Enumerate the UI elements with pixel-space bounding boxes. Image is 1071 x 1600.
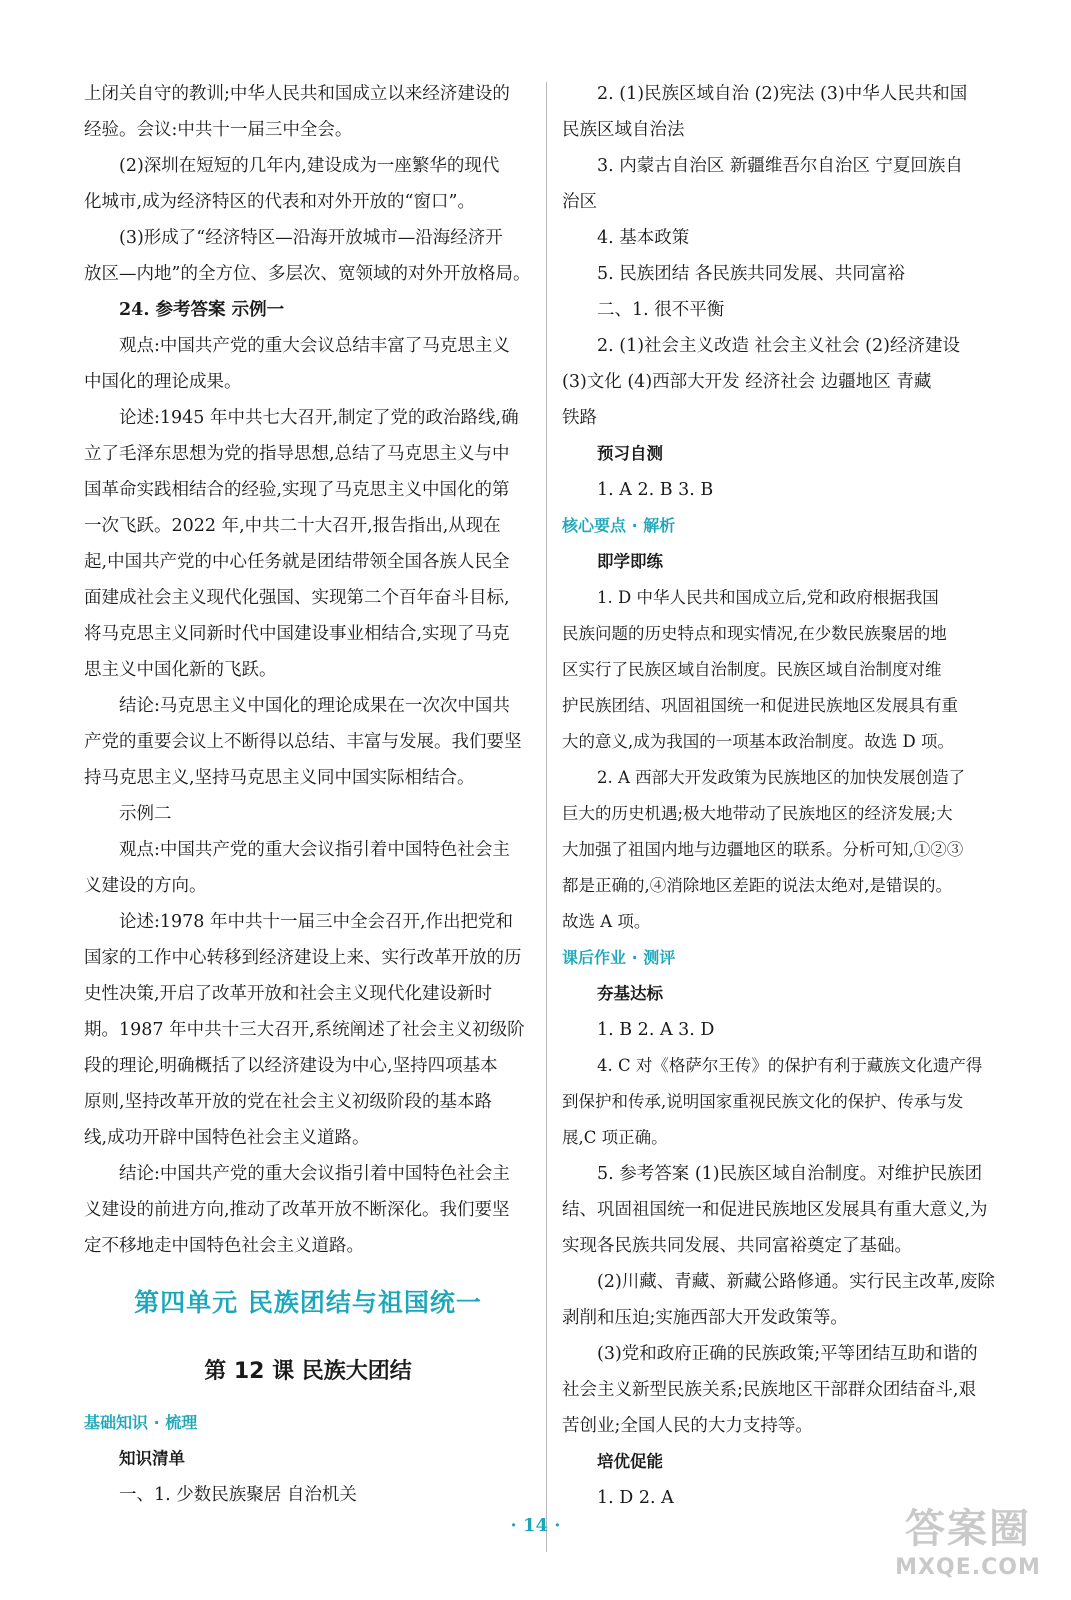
subsection-heading: 即学即练 bbox=[597, 552, 663, 571]
column-divider bbox=[546, 82, 547, 1552]
text-line: 社会主义新型民族关系;民族地区干部群众团结奋斗,艰 bbox=[562, 1380, 976, 1400]
left-column bbox=[84, 76, 532, 1264]
right-column bbox=[562, 76, 1010, 1516]
text-line: 治区 bbox=[562, 192, 597, 212]
text-line: 民族区域自治法 bbox=[562, 120, 685, 140]
text-line: 2. (1)社会主义改造 社会主义社会 (2)经济建设 bbox=[597, 336, 960, 356]
text-line: 1. A 2. B 3. B bbox=[597, 480, 714, 500]
text-line: 结、巩固祖国统一和促进民族地区发展具有重大意义,为 bbox=[562, 1200, 988, 1220]
watermark-main-text: 答案圈 bbox=[905, 1506, 1031, 1552]
text-line: 中国化的理论成果。 bbox=[84, 372, 242, 392]
text-line: 段的理论,明确概括了以经济建设为中心,坚持四项基本 bbox=[84, 1056, 498, 1076]
lesson-title: 第 12 课 民族大团结 bbox=[204, 1359, 412, 1384]
text-line: 结论:中国共产党的重大会议指引着中国特色社会主 bbox=[119, 1164, 510, 1184]
text-line: 大加强了祖国内地与边疆地区的联系。分析可知,①②③ bbox=[562, 840, 964, 859]
text-line: 义建设的方向。 bbox=[84, 876, 207, 896]
text-line: 线,成功开辟中国特色社会主义道路。 bbox=[84, 1128, 370, 1148]
text-line: 原则,坚持改革开放的党在社会主义初级阶段的基本路 bbox=[84, 1092, 493, 1112]
text-line: 区实行了民族区域自治制度。民族区域自治制度对维 bbox=[562, 660, 942, 679]
text-line: 巨大的历史机遇;极大地带动了民族地区的经济发展;大 bbox=[562, 804, 953, 823]
text-line: 国家的工作中心转移到经济建设上来、实行改革开放的历 bbox=[84, 948, 522, 968]
answer-heading-5: 5. 参考答案 (1)民族区域自治制度。对维护民族团 bbox=[597, 1164, 983, 1184]
text-line: 定不移地走中国特色社会主义道路。 bbox=[84, 1236, 364, 1256]
subsection-heading: 培优促能 bbox=[597, 1452, 663, 1471]
text-line: 立了毛泽东思想为党的指导思想,总结了马克思主义与中 bbox=[84, 444, 510, 464]
text-line: 观点:中国共产党的重大会议指引着中国特色社会主 bbox=[119, 840, 510, 860]
text-line: 论述:1978 年中共十一届三中全会召开,作出把党和 bbox=[119, 912, 514, 932]
text-line: 1. B 2. A 3. D bbox=[597, 1020, 715, 1040]
text-line: (3)形成了“经济特区—沿海开放城市—沿海经济开 bbox=[119, 228, 503, 248]
text-line: 展,C 项正确。 bbox=[562, 1128, 668, 1147]
text-line: 持马克思主义,坚持马克思主义同中国实际相结合。 bbox=[84, 768, 475, 788]
text-line: 3. 内蒙古自治区 新疆维吾尔自治区 宁夏回族自 bbox=[597, 156, 963, 176]
text-line: 都是正确的,④消除地区差距的说法太绝对,是错误的。 bbox=[562, 876, 952, 895]
text-line: 苦创业;全国人民的大力支持等。 bbox=[562, 1416, 813, 1436]
text-line: 铁路 bbox=[562, 408, 597, 428]
text-line: 剥削和压迫;实施西部大开发政策等。 bbox=[562, 1308, 848, 1328]
text-line: 2. (1)民族区域自治 (2)宪法 (3)中华人民共和国 bbox=[597, 84, 968, 104]
text-line: 化城市,成为经济特区的代表和对外开放的“窗口”。 bbox=[84, 192, 475, 212]
text-line: 观点:中国共产党的重大会议总结丰富了马克思主义 bbox=[119, 336, 510, 356]
text-line: (3)党和政府正确的民族政策;平等团结互助和谐的 bbox=[597, 1344, 978, 1364]
section-heading-core: 核心要点 · 解析 bbox=[562, 516, 676, 535]
text-line: 2. A 西部大开发政策为民族地区的加快发展创造了 bbox=[597, 768, 966, 787]
text-line: 实现各民族共同发展、共同富裕奠定了基础。 bbox=[562, 1236, 912, 1256]
section-heading-homework: 课后作业 · 测评 bbox=[562, 948, 676, 967]
text-line: (3)文化 (4)西部大开发 经济社会 边疆地区 青藏 bbox=[562, 372, 932, 392]
text-line: 护民族团结、巩固祖国统一和促进民族地区发展具有重 bbox=[562, 696, 958, 715]
text-line: 国革命实践相结合的经验,实现了马克思主义中国化的第 bbox=[84, 480, 510, 500]
unit-title: 第四单元 民族团结与祖国统一 bbox=[134, 1288, 482, 1317]
text-line: 1. D 2. A bbox=[597, 1488, 674, 1508]
text-line: 思主义中国化新的飞跃。 bbox=[84, 660, 277, 680]
text-line: 大的意义,成为我国的一项基本政治制度。故选 D 项。 bbox=[562, 732, 954, 751]
text-line: 经验。会议:中共十一届三中全会。 bbox=[84, 120, 353, 140]
subsection-heading: 知识清单 bbox=[119, 1449, 185, 1468]
text-line: 期。1987 年中共十三大召开,系统阐述了社会主义初级阶 bbox=[84, 1020, 525, 1040]
section-heading-basic: 基础知识 · 梳理 bbox=[84, 1413, 198, 1432]
text-line: 到保护和传承,说明国家重视民族文化的保护、传承与发 bbox=[562, 1092, 964, 1111]
text-line: 二、1. 很不平衡 bbox=[597, 300, 725, 320]
text-line: 论述:1945 年中共七大召开,制定了党的政治路线,确 bbox=[119, 408, 519, 428]
text-line: (2)川藏、青藏、新藏公路修通。实行民主改革,废除 bbox=[597, 1272, 995, 1292]
text-line: 一次飞跃。2022 年,中共二十大召开,报告指出,从现在 bbox=[84, 516, 501, 536]
text-line: 民族问题的历史特点和现实情况,在少数民族聚居的地 bbox=[562, 624, 947, 643]
text-line: 史性决策,开启了改革开放和社会主义现代化建设新时 bbox=[84, 984, 493, 1004]
text-line: 将马克思主义同新时代中国建设事业相结合,实现了马克 bbox=[84, 624, 510, 644]
text-line: 义建设的前进方向,推动了改革开放不断深化。我们要坚 bbox=[84, 1200, 510, 1220]
left-lower-block bbox=[84, 1405, 532, 1513]
text-line: 示例二 bbox=[119, 804, 172, 824]
text-line: 4. C 对《格萨尔王传》的保护有利于藏族文化遗产得 bbox=[597, 1056, 983, 1075]
text-line: 一、1. 少数民族聚居 自治机关 bbox=[119, 1485, 357, 1505]
text-line: 面建成社会主义现代化强国、实现第二个百年奋斗目标, bbox=[84, 588, 510, 608]
text-line: 上闭关自守的教训;中华人民共和国成立以来经济建设的 bbox=[84, 84, 510, 104]
subsection-heading: 预习自测 bbox=[597, 444, 663, 463]
page-number: · 14 · bbox=[510, 1515, 561, 1536]
text-line: 1. D 中华人民共和国成立后,党和政府根据我国 bbox=[597, 588, 939, 607]
text-line: 结论:马克思主义中国化的理论成果在一次次中国共 bbox=[119, 696, 510, 716]
text-line: 产党的重要会议上不断得以总结、丰富与发展。我们要坚 bbox=[84, 732, 522, 752]
text-line: 故选 A 项。 bbox=[562, 912, 651, 931]
text-line: 起,中国共产党的中心任务就是团结带领全国各族人民全 bbox=[84, 552, 510, 572]
answer-heading-24: 24. 参考答案 示例一 bbox=[119, 300, 285, 320]
watermark-logo bbox=[883, 1504, 1053, 1594]
text-line: 4. 基本政策 bbox=[597, 228, 690, 248]
text-line: 5. 民族团结 各民族共同发展、共同富裕 bbox=[597, 264, 905, 284]
subsection-heading: 夯基达标 bbox=[597, 984, 663, 1003]
watermark-site-text: MXQE.COM bbox=[895, 1555, 1041, 1580]
text-line: (2)深圳在短短的几年内,建设成为一座繁华的现代 bbox=[119, 156, 500, 176]
text-line: 放区—内地”的全方位、多层次、宽领域的对外开放格局。 bbox=[84, 264, 531, 284]
